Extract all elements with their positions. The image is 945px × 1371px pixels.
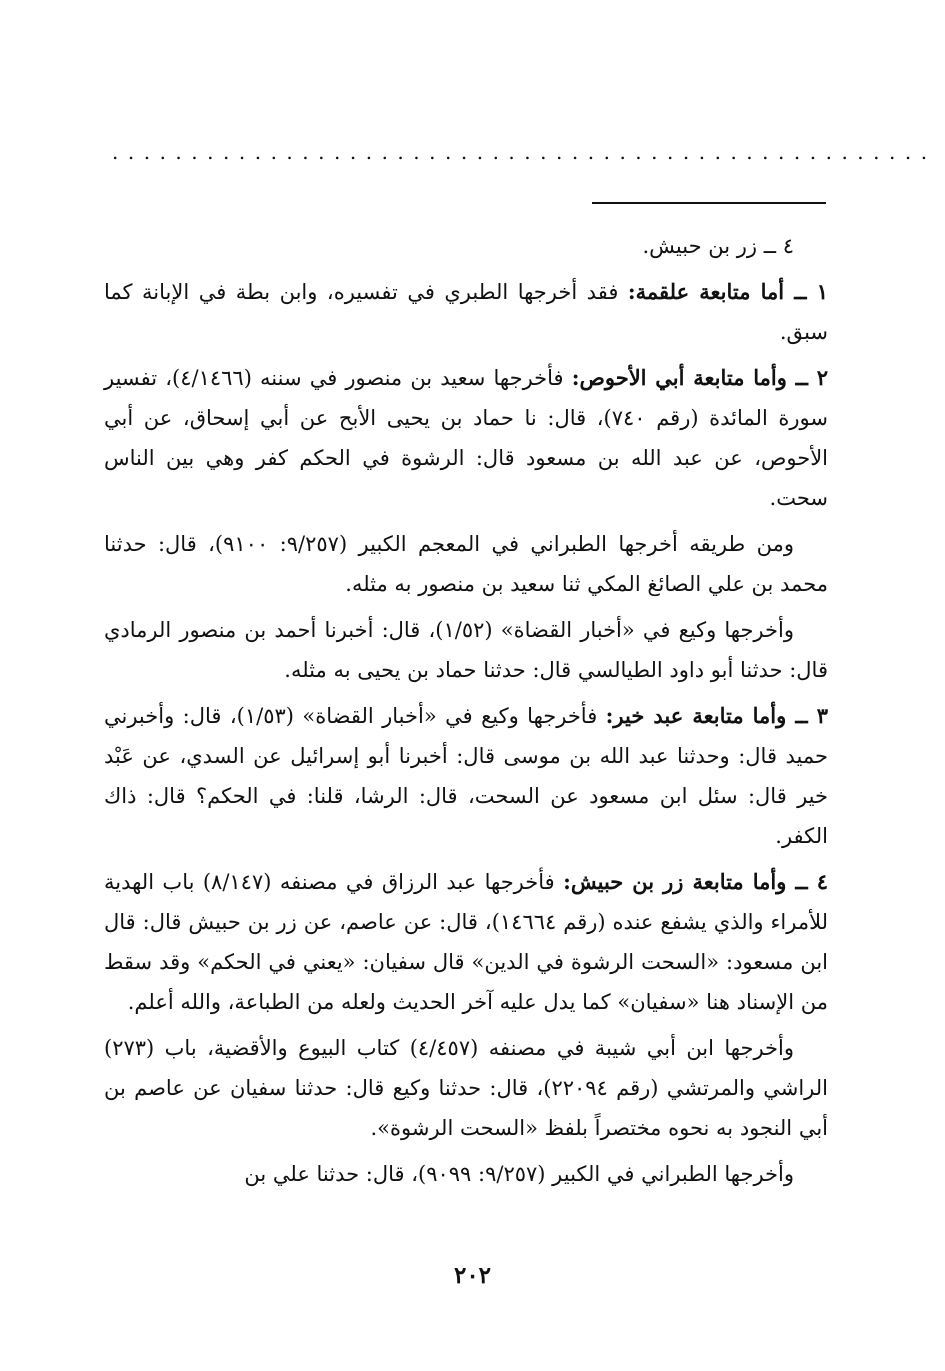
dotted-separator: .................................................... — [112, 140, 937, 164]
paragraph-1: ٤ ــ زر بن حبيش. — [642, 234, 794, 258]
page-number: ٢٠٢ — [453, 1262, 492, 1289]
paragraph-3: ٢ ــ وأما متابعة أبي الأحوص: فأخرجها سعيد بن منصور في سننه (٤/١٤٦٦)، تفسير سورة المائدة (رقم ٧٤٠)، قال: نا حماد بن يحيى الأبح عن أبي إسحاق، عن أبي الأحوص، عن عبد الله بن مسعود قال: الرشوة في الحكم كفر وهي بين الناس سحت. — [104, 365, 828, 510]
paragraph-9: وأخرجها الطبراني في الكبير (٩/٢٥٧: ٩٠٩٩)، قال: حدثنا علي بن — [244, 1162, 794, 1186]
paragraph-5: وأخرجها وكيع في «أخبار القضاة» (١/٥٢)، قال: أخبرنا أحمد بن منصور الرمادي قال: حدثنا أبو داود الطيالسي قال: حدثنا حماد بن يحيى به مثله. — [104, 618, 828, 682]
footnote-rule — [592, 202, 826, 204]
paragraph-8: وأخرجها ابن أبي شيبة في مصنفه (٤/٤٥٧) كتاب البيوع والأقضية، باب (٢٧٣) الراشي والمرتشي (رقم ٢٢٠٩٤)، قال: حدثنا وكيع قال: حدثنا سفيان عن عاصم بن أبي النجود به نحوه مختصراً بلفظ «السحت الرشوة». — [104, 1036, 829, 1140]
paragraph-6: ٣ ــ وأما متابعة عبد خير: فأخرجها وكيع في «أخبار القضاة» (١/٥٣)، قال: وأخبرني حميد قال: وحدثنا عبد الله بن موسى قال: أخبرنا أبو إسرائيل عن السدي، عن عَبْد خير قال: سئل ابن مسعود عن السحت، قال: الرشا، قلنا: في الحكم؟ قال: ذاك الكفر. — [104, 703, 828, 848]
paragraph-2: ١ ــ أما متابعة علقمة: فقد أخرجها الطبري في تفسيره، وابن بطة في الإبانة كما سبق. — [104, 279, 828, 344]
body-text — [104, 226, 828, 1200]
paragraph-4: ومن طريقه أخرجها الطبراني في المعجم الكبير (٩/٢٥٧: ٩١٠٠)، قال: حدثنا محمد بن علي الصائغ المكي ثنا سعيد بن منصور به مثله. — [104, 532, 828, 596]
paragraph-7: ٤ ــ وأما متابعة زر بن حبيش: فأخرجها عبد الرزاق في مصنفه (٨/١٤٧) باب الهدية للأمراء والذي يشفع عنده (رقم ١٤٦٦٤)، قال: عن عاصم، عن زر بن حبيش قال: قال ابن مسعود: «السحت الرشوة في الدين» قال سفيان: «يعني في الحكم» وقد سقط من الإسناد هنا «سفيان» كما يدل عليه آخر الحديث ولعله من الطباعة، والله أعلم. — [104, 869, 828, 1014]
